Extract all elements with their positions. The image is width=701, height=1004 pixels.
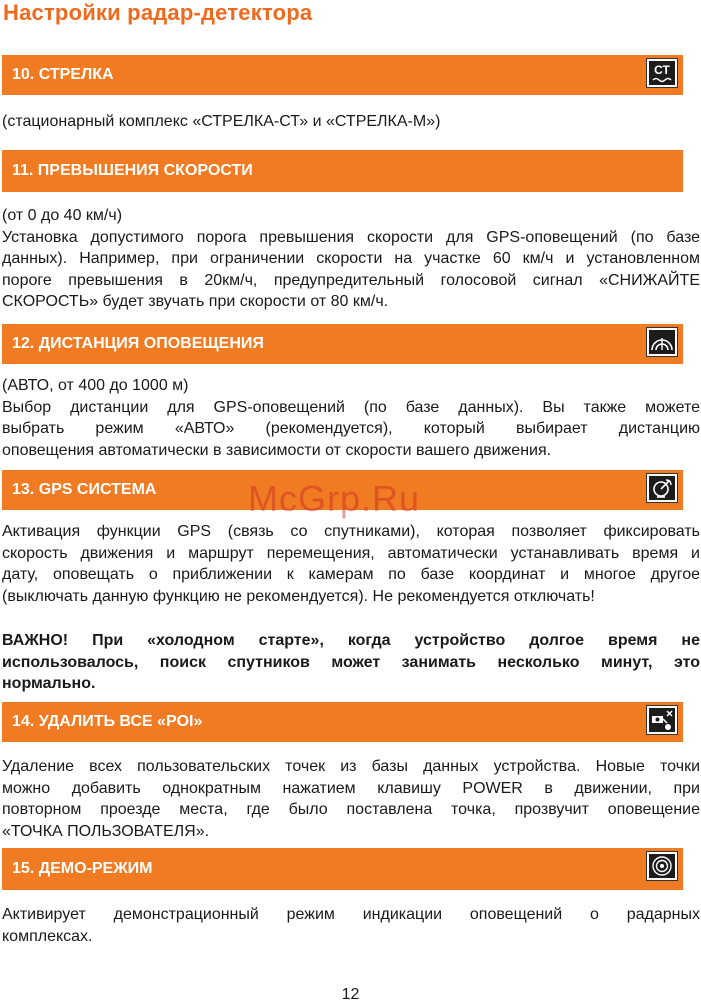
text-line: оповещения автоматически в зависимости от скорости вашего движения. [2, 441, 552, 459]
text-line: повторном проезде места, где было поставлена точка, прозвучит оповещение [2, 801, 700, 818]
text-line: дату, оповещать о приближении к камерам по базе координат и многое другое [2, 566, 700, 583]
text-line: нормально. [2, 675, 96, 692]
text-line: Удаление всех пользовательских точек из базы данных устройства. Новые точки [2, 758, 700, 775]
section-10-text [2, 111, 700, 133]
text-line: ВАЖНО! При «холодном старте», когда устройство долгое время не [2, 632, 700, 649]
text-line: использовалось, поиск спутников может занимать несколько минут, это [2, 653, 700, 671]
text-line: «ТОЧКА ПОЛЬЗОВАТЕЛЯ». [2, 822, 210, 840]
text-line: (АВТО, от 400 до 1000 м) [2, 377, 189, 394]
text-line: данных). Например, при ограничении скорости на участке 60 км/ч и установленном [2, 250, 700, 267]
satellite-icon [647, 474, 677, 502]
section-title: 11. ПРЕВЫШЕНИЯ СКОРОСТИ [12, 162, 253, 179]
distance-arc-icon [647, 328, 677, 356]
text-line: (выключать данную функцию не рекомендуется). Не рекомендуется отключать! [2, 587, 595, 605]
text-line: комплексах. [2, 927, 93, 945]
important-note [2, 630, 700, 695]
section-14-text [2, 756, 700, 842]
ct-strelka-icon [647, 59, 677, 87]
text-line: Выбор дистанции для GPS-оповещений (по базе данных). Вы также можете [2, 398, 700, 416]
section-11-text [2, 205, 700, 313]
text-line: (стационарный комплекс «СТРЕЛКА-СТ» и «СТРЕЛКА-М») [2, 113, 441, 130]
text-line: выбрать режим «АВТО» (рекомендуется), который выбирает дистанцию [2, 420, 700, 437]
section-13-text [2, 521, 700, 607]
text-line: можно добавить однократным нажатием клавишу POWER в движении, при [2, 779, 700, 797]
text-line: Установка допустимого порога превышения скорости для GPS-оповещений (по базе [2, 228, 700, 246]
section-header-strelka [2, 55, 683, 95]
ct-icon-label: СТ [654, 63, 670, 77]
section-title: 15. ДЕМО-РЕЖИМ [12, 860, 153, 877]
section-title: 10. СТРЕЛКА [12, 66, 114, 83]
text-line: Активирует демонстрационный режим индикации оповещений о радарных [2, 906, 700, 923]
watermark: McGrp.Ru [248, 478, 421, 519]
section-12-text [2, 375, 700, 461]
text-line: Активация функции GPS (связь со спутниками), которая позволяет фиксировать [2, 523, 700, 540]
page-title: Настройки радар-детектора [3, 0, 313, 25]
section-header-alert-distance [2, 324, 683, 364]
text-line: пороге превышения в 20км/ч, предупредительный голосовой сигнал «СНИЖАЙТЕ [2, 271, 700, 289]
section-header-demo-mode [2, 848, 683, 890]
section-15-text [2, 904, 700, 947]
section-header-delete-poi [2, 702, 683, 742]
text-line: скорость движения и маршрут перемещения, автоматически устанавливать время и [2, 544, 700, 562]
page-number: 12 [341, 986, 360, 1003]
section-title: 12. ДИСТАНЦИЯ ОПОВЕЩЕНИЯ [12, 335, 264, 352]
text-line: СКОРОСТЬ» будет звучать при скорости от 80 км/ч. [2, 293, 389, 310]
demo-radar-icon [647, 852, 677, 880]
text-line: (от 0 до 40 км/ч) [2, 207, 123, 224]
delete-poi-icon [647, 706, 677, 734]
section-header-speed-excess [2, 150, 683, 192]
section-title: 14. УДАЛИТЬ ВСЕ «POI» [12, 713, 203, 730]
section-title: 13. GPS СИСТЕМА [12, 481, 157, 498]
